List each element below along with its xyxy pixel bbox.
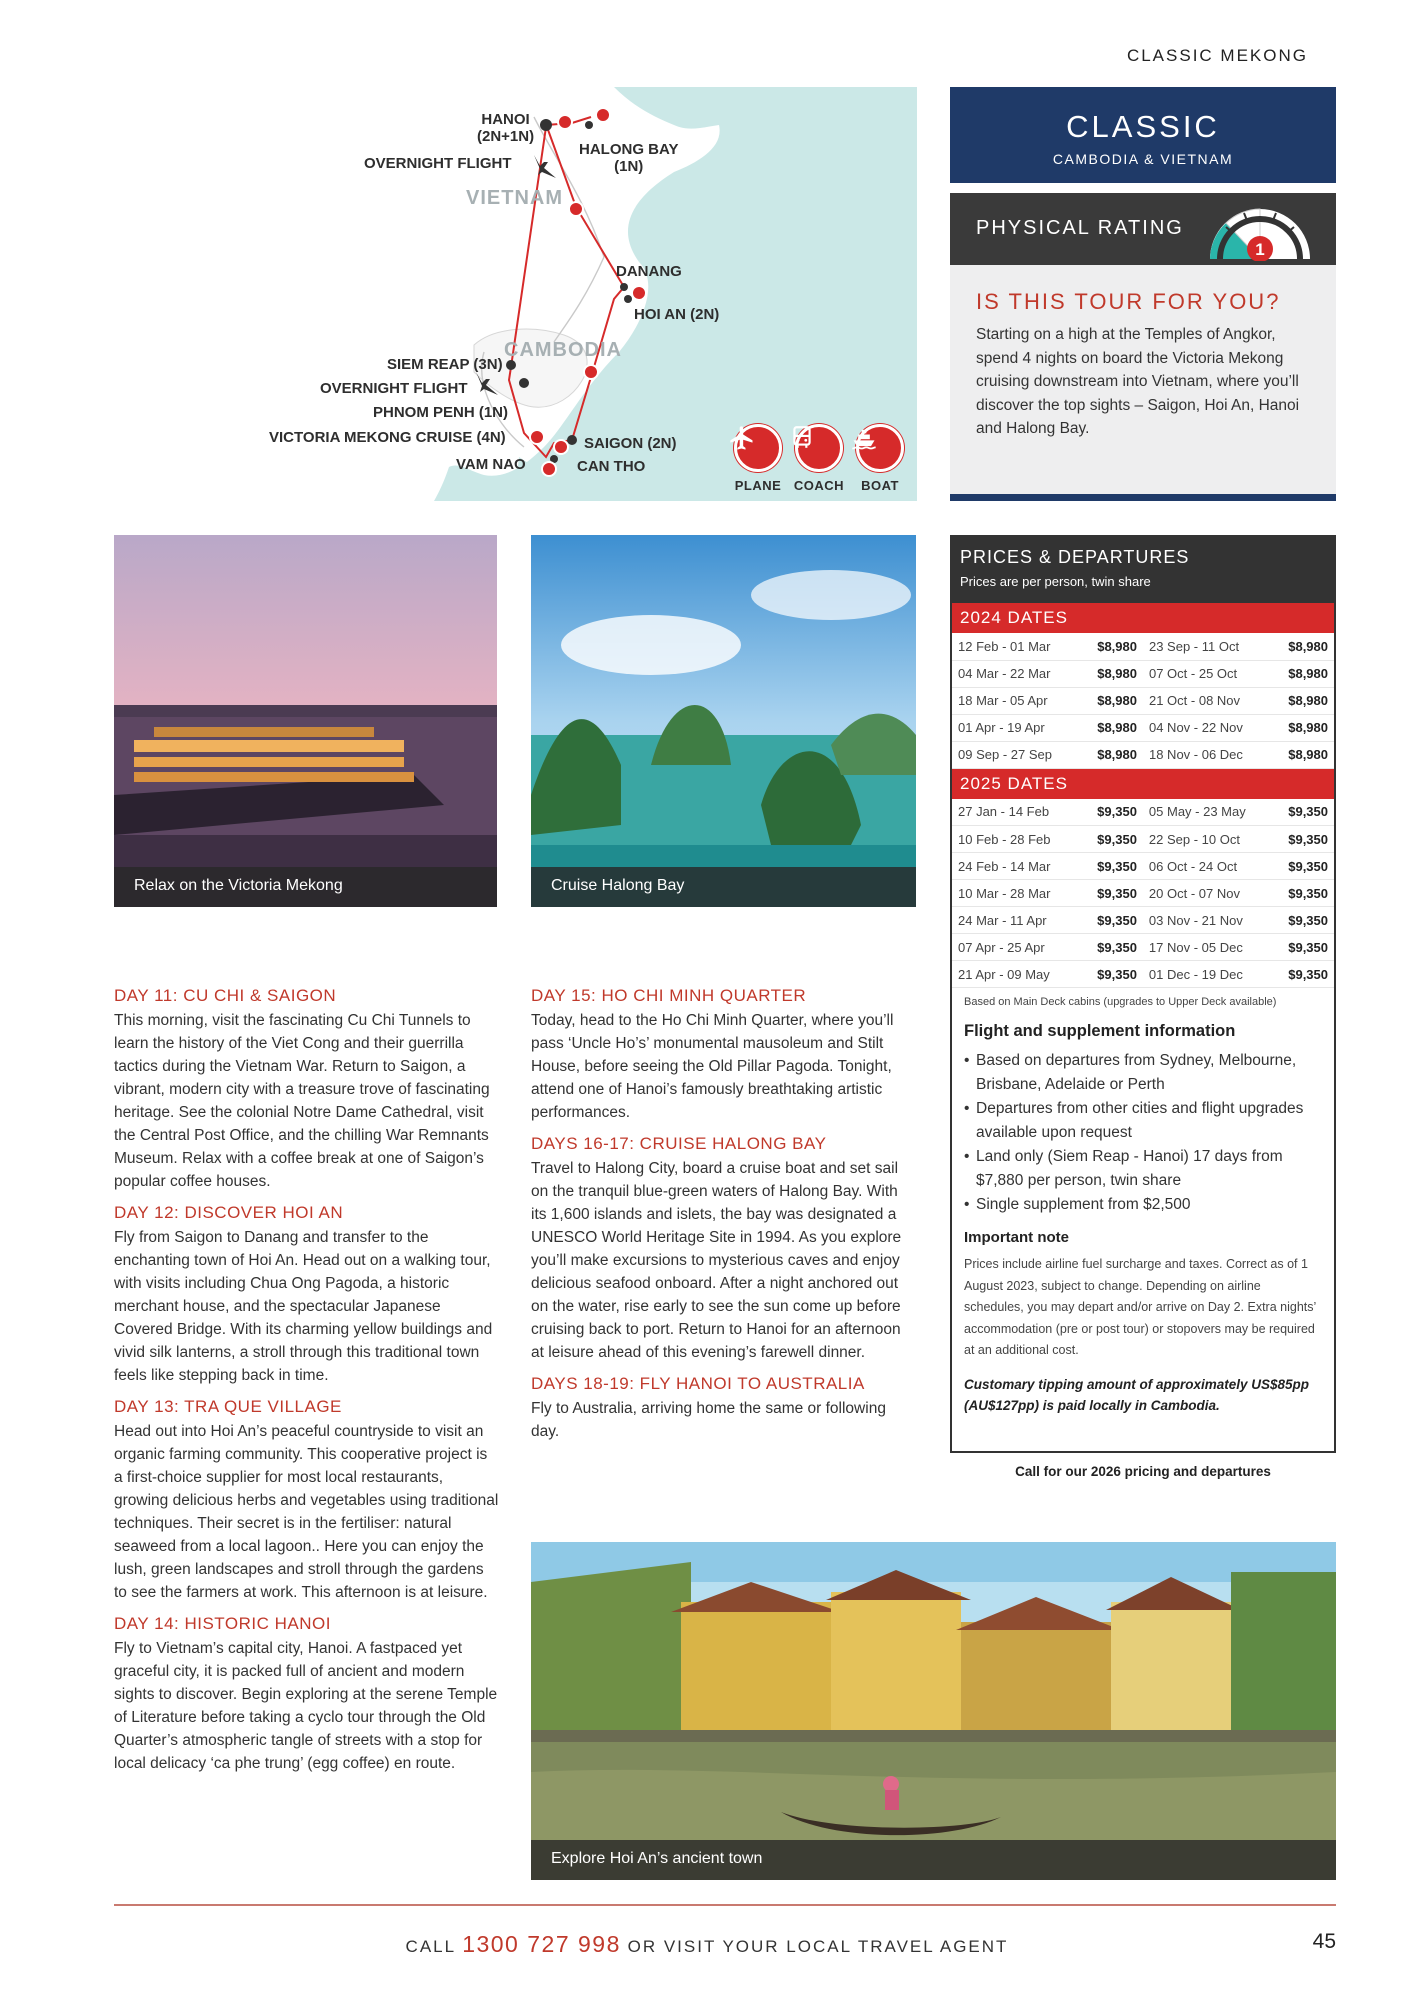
day-text: This morning, visit the fascinating Cu Chi Tunnels to learn the history of the Viet Cong and their guerrilla tactics during the Vietnam War. Return to Saigon, a vibrant, modern city with a treasure trove of fascinating heritage. See the colonial Notre Dame Cathedral, visit the Central Post Office, and the chilling War Remnants Museum. Relax with a coffee break at one of Saigon’s popular coffee houses. bbox=[114, 1012, 490, 1190]
itinerary-column-right bbox=[531, 986, 917, 1443]
list-item: • Based on departures from Sydney, Melbourne, Brisbane, Adelaide or Perth bbox=[964, 1049, 1322, 1097]
coach-marker-saigon bbox=[554, 440, 568, 454]
footer-phone-number[interactable]: 1300 727 998 bbox=[462, 1931, 621, 1957]
departure-price: $9,350 bbox=[1072, 934, 1143, 961]
day-text: Fly to Vietnam’s capital city, Hanoi. A fastpaced yet graceful city, it is packed full of ancient and modern sights to discover. Begin exploring at the serene Temple of Literature before taking a cyclo tour through the Old Quarter’s atmospheric tangle of streets with a stop for local delicacy ‘ca phe trung’ (egg coffee) en route. bbox=[114, 1640, 498, 1772]
departure-dates: 24 Mar - 11 Apr bbox=[952, 907, 1072, 934]
halong-image bbox=[531, 535, 916, 907]
tour-intro-box bbox=[950, 265, 1336, 501]
coach-icon bbox=[795, 424, 843, 472]
departure-price: $8,980 bbox=[1263, 741, 1334, 768]
price-table-2025 bbox=[952, 799, 1334, 989]
day-title: DAY 13: TRA QUE VILLAGE bbox=[114, 1397, 342, 1416]
day-title: DAY 12: DISCOVER HOI AN bbox=[114, 1203, 344, 1222]
departure-dates: 18 Mar - 05 Apr bbox=[952, 687, 1072, 714]
departure-dates: 06 Oct - 24 Oct bbox=[1143, 853, 1263, 880]
year-2025-bar: 2025 DATES bbox=[952, 769, 1334, 799]
departure-price: $8,980 bbox=[1072, 687, 1143, 714]
legend-plane-label: PLANE bbox=[734, 478, 782, 493]
table-row bbox=[952, 853, 1334, 880]
footer-divider bbox=[114, 1904, 1336, 1906]
halong-dot bbox=[585, 121, 593, 129]
overnight-flight-south-label: OVERNIGHT FLIGHT bbox=[320, 380, 468, 397]
departure-dates: 04 Nov - 22 Nov bbox=[1143, 714, 1263, 741]
departure-price: $9,350 bbox=[1072, 961, 1143, 988]
physical-rating-label: PHYSICAL RATING bbox=[976, 217, 1184, 239]
price-table-2024 bbox=[952, 633, 1334, 769]
departure-price: $8,980 bbox=[1263, 714, 1334, 741]
prices-header bbox=[952, 537, 1334, 603]
tour-title-box bbox=[950, 87, 1336, 183]
departure-price: $9,350 bbox=[1072, 826, 1143, 853]
table-row bbox=[952, 880, 1334, 907]
vam-nao-label: VAM NAO bbox=[456, 456, 526, 473]
victoria-mekong-label: VICTORIA MEKONG CRUISE (4N) bbox=[269, 429, 506, 446]
day-title: DAY 15: HO CHI MINH QUARTER bbox=[531, 986, 807, 1005]
footer-agent-text: OR VISIT YOUR LOCAL TRAVEL AGENT bbox=[627, 1937, 1009, 1956]
table-row bbox=[952, 799, 1334, 826]
departure-price: $9,350 bbox=[1072, 853, 1143, 880]
physical-rating-value: 1 bbox=[1255, 240, 1265, 259]
departure-dates: 18 Nov - 06 Dec bbox=[1143, 741, 1263, 768]
prices-title: PRICES & DEPARTURES bbox=[960, 547, 1190, 567]
hoian-dot bbox=[624, 295, 632, 303]
siem-reap-label: SIEM REAP (3N) bbox=[387, 356, 503, 373]
day-text: Fly to Australia, arriving home the same or following day. bbox=[531, 1400, 886, 1440]
legend-boat-label: BOAT bbox=[861, 478, 899, 493]
boat-icon bbox=[856, 424, 904, 472]
footer-call-line bbox=[0, 1931, 1414, 1958]
legend-coach-label: COACH bbox=[793, 478, 845, 493]
saigon-dot bbox=[567, 435, 577, 445]
cambodia-label: CAMBODIA bbox=[504, 339, 622, 361]
physical-rating-box bbox=[950, 193, 1336, 265]
departure-price: $9,350 bbox=[1263, 934, 1334, 961]
table-row bbox=[952, 741, 1334, 768]
departure-dates: 12 Feb - 01 Mar bbox=[952, 633, 1072, 660]
list-item: • Departures from other cities and flight upgrades available upon request bbox=[964, 1097, 1322, 1145]
running-head: CLASSIC MEKONG bbox=[1126, 46, 1308, 65]
can-tho-label: CAN THO bbox=[577, 458, 646, 475]
day-text: Head out into Hoi An’s peaceful countryside to visit an organic farming community. This cooperative project is a first-choice supplier for most local restaurants, growing delicious herbs and vegetables using traditional techniques. Their secret is in the fertiliser: natural seaweed from a local lagoon.. Here you can enjoy the lush, green landscapes and stroll through the gardens to see the farmers at work. This afternoon is at leisure. bbox=[114, 1423, 499, 1601]
departure-price: $8,980 bbox=[1072, 633, 1143, 660]
departure-dates: 27 Jan - 14 Feb bbox=[952, 799, 1072, 826]
departure-price: $8,980 bbox=[1263, 687, 1334, 714]
departure-dates: 07 Apr - 25 Apr bbox=[952, 934, 1072, 961]
table-row bbox=[952, 826, 1334, 853]
departure-price: $9,350 bbox=[1072, 880, 1143, 907]
departure-dates: 09 Sep - 27 Sep bbox=[952, 741, 1072, 768]
table-row bbox=[952, 934, 1334, 961]
prices-departures-panel bbox=[950, 535, 1336, 1453]
departure-dates: 17 Nov - 05 Dec bbox=[1143, 934, 1263, 961]
coach-marker-hanoi bbox=[558, 115, 572, 129]
phnom-penh-dot bbox=[519, 378, 529, 388]
photo-hoi-an bbox=[531, 1542, 1336, 1880]
departure-dates: 22 Sep - 10 Oct bbox=[1143, 826, 1263, 853]
important-note-title: Important note bbox=[964, 1229, 1069, 1246]
tour-title: CLASSIC bbox=[1066, 109, 1220, 144]
tour-subtitle: CAMBODIA & VIETNAM bbox=[1052, 151, 1234, 167]
hanoi-nights: (2N+1N) bbox=[477, 128, 535, 145]
halong-nights: (1N) bbox=[614, 158, 644, 175]
important-note-text: Prices include airline fuel surcharge and taxes. Correct as of 1 August 2023, subject to change. Depending on airline schedules, you may depart and/or arrive on Day 2. Extra nights’ accommodation (pre or post tour) or stopovers may be required at an additional cost. bbox=[964, 1257, 1316, 1357]
mekong-image bbox=[114, 535, 497, 907]
departure-dates: 01 Apr - 19 Apr bbox=[952, 714, 1072, 741]
departure-dates: 21 Apr - 09 May bbox=[952, 961, 1072, 988]
table-row bbox=[952, 961, 1334, 988]
hanoi-name: HANOI bbox=[481, 111, 530, 128]
deck-note: Based on Main Deck cabins (upgrades to Upper Deck available) bbox=[964, 996, 1277, 1008]
departure-price: $9,350 bbox=[1072, 799, 1143, 826]
departure-dates: 07 Oct - 25 Oct bbox=[1143, 660, 1263, 687]
hanoi-label bbox=[477, 111, 534, 145]
plane-marker-south bbox=[584, 365, 598, 379]
prices-subtitle: Prices are per person, twin share bbox=[960, 574, 1151, 589]
plane-marker-north bbox=[569, 202, 583, 216]
vietnam-label: VIETNAM bbox=[466, 187, 563, 209]
departure-price: $9,350 bbox=[1263, 907, 1334, 934]
departure-dates: 24 Feb - 14 Mar bbox=[952, 853, 1072, 880]
call-2026-note: Call for our 2026 pricing and departures bbox=[1015, 1464, 1271, 1479]
danang-dot bbox=[620, 283, 628, 291]
day-text: Fly from Saigon to Danang and transfer to the enchanting town of Hoi An. Head out on a walking tour, with visits including Chua Ong Pagoda, a historic merchant house, and the spectacular Japanese Covered Bridge. With its charming yellow buildings and vivid silk lanterns, a stroll through this traditional town feels like stepping back in time. bbox=[114, 1229, 493, 1384]
year-2024-bar: 2024 DATES bbox=[952, 603, 1334, 633]
legend-coach bbox=[789, 424, 849, 493]
day-text: Travel to Halong City, board a cruise boat and set sail on the tranquil blue-green waters of Halong Bay. With its 1,600 islands and islets, the bay was designated a UNESCO World Heritage Site in 1994. As you explore you’ll make excursions to mysterious caves and enjoy delicious seafood onboard. After a night anchored out on the water, rise early to see the sun come up before cruising back to port. Return to Hanoi for an afternoon at leisure ahead of this evening’s farewell dinner. bbox=[531, 1160, 902, 1361]
itinerary-column-left bbox=[114, 986, 500, 1775]
caption-hoi-an: Explore Hoi An’s ancient town bbox=[531, 1840, 1336, 1880]
departure-price: $8,980 bbox=[1072, 741, 1143, 768]
tour-map bbox=[114, 87, 917, 501]
rating-gauge-icon bbox=[1204, 199, 1316, 261]
day-title: DAY 14: HISTORIC HANOI bbox=[114, 1614, 331, 1633]
list-item: • Single supplement from $2,500 bbox=[964, 1193, 1322, 1217]
departure-dates: 10 Feb - 28 Feb bbox=[952, 826, 1072, 853]
day-title: DAYS 16-17: CRUISE HALONG BAY bbox=[531, 1134, 827, 1153]
boat-marker-halong bbox=[596, 108, 610, 122]
departure-price: $8,980 bbox=[1263, 633, 1334, 660]
hoi-an-label: HOI AN (2N) bbox=[634, 306, 720, 323]
caption-victoria-mekong: Relax on the Victoria Mekong bbox=[114, 867, 497, 907]
departure-price: $9,350 bbox=[1263, 826, 1334, 853]
plane-icon bbox=[734, 424, 782, 472]
departure-dates: 23 Sep - 11 Oct bbox=[1143, 633, 1263, 660]
flight-info-list bbox=[952, 1041, 1334, 1217]
table-row bbox=[952, 907, 1334, 934]
photo-victoria-mekong bbox=[114, 535, 497, 907]
halong-name: HALONG BAY bbox=[579, 141, 679, 158]
day-title: DAYS 18-19: FLY HANOI TO AUSTRALIA bbox=[531, 1374, 865, 1393]
table-row bbox=[952, 633, 1334, 660]
flight-info-title: Flight and supplement information bbox=[964, 1022, 1236, 1040]
departure-price: $9,350 bbox=[1072, 907, 1143, 934]
departure-price: $8,980 bbox=[1263, 660, 1334, 687]
day-title: DAY 11: CU CHI & SAIGON bbox=[114, 986, 337, 1005]
caption-halong-bay: Cruise Halong Bay bbox=[531, 867, 916, 907]
tour-intro-title: IS THIS TOUR FOR YOU? bbox=[976, 289, 1281, 314]
tour-intro-text: Starting on a high at the Temples of Angkor, spend 4 nights on board the Victoria Mekong cruising downstream into Vietnam, where you’ll discover the top sights – Saigon, Hoi An, Hanoi and Halong Bay. bbox=[976, 326, 1300, 437]
departure-dates: 01 Dec - 19 Dec bbox=[1143, 961, 1263, 988]
departure-price: $9,350 bbox=[1263, 799, 1334, 826]
departure-price: $9,350 bbox=[1263, 853, 1334, 880]
legend-boat bbox=[850, 424, 910, 493]
photo-halong-bay bbox=[531, 535, 916, 907]
departure-dates: 21 Oct - 08 Nov bbox=[1143, 687, 1263, 714]
table-row bbox=[952, 687, 1334, 714]
departure-price: $8,980 bbox=[1072, 714, 1143, 741]
departure-price: $8,980 bbox=[1072, 660, 1143, 687]
boat-marker-vamnao bbox=[542, 462, 556, 476]
phnom-penh-label: PHNOM PENH (1N) bbox=[373, 404, 509, 421]
departure-dates: 03 Nov - 21 Nov bbox=[1143, 907, 1263, 934]
hanoi-dot bbox=[540, 119, 552, 131]
overnight-flight-north-label: OVERNIGHT FLIGHT bbox=[364, 155, 512, 172]
departure-dates: 20 Oct - 07 Nov bbox=[1143, 880, 1263, 907]
halong-label bbox=[579, 141, 678, 175]
saigon-label: SAIGON (2N) bbox=[584, 435, 677, 452]
page-number: 45 bbox=[1312, 1930, 1336, 1953]
list-item: • Land only (Siem Reap - Hanoi) 17 days from $7,880 per person, twin share bbox=[964, 1145, 1322, 1193]
danang-label: DANANG bbox=[616, 263, 682, 280]
table-row bbox=[952, 660, 1334, 687]
departure-price: $9,350 bbox=[1263, 961, 1334, 988]
legend-plane bbox=[728, 424, 788, 493]
departure-price: $9,350 bbox=[1263, 880, 1334, 907]
day-text: Today, head to the Ho Chi Minh Quarter, where you’ll pass ‘Uncle Ho’s’ monumental mausoleum and Stilt House, before seeing the Old Pillar Pagoda. Tonight, attend one of Hanoi’s famously breathtaking artistic performances. bbox=[531, 1012, 894, 1121]
table-row bbox=[952, 714, 1334, 741]
boat-marker-mekong bbox=[530, 430, 544, 444]
departure-dates: 05 May - 23 May bbox=[1143, 799, 1263, 826]
departure-dates: 10 Mar - 28 Mar bbox=[952, 880, 1072, 907]
tipping-note: Customary tipping amount of approximately US$85pp (AU$127pp) is paid locally in Cambodia. bbox=[964, 1376, 1310, 1413]
departure-dates: 04 Mar - 22 Mar bbox=[952, 660, 1072, 687]
hoi-an-image bbox=[531, 1542, 1336, 1880]
footer-call-word: CALL bbox=[405, 1937, 456, 1956]
coach-marker-danang bbox=[632, 286, 646, 300]
